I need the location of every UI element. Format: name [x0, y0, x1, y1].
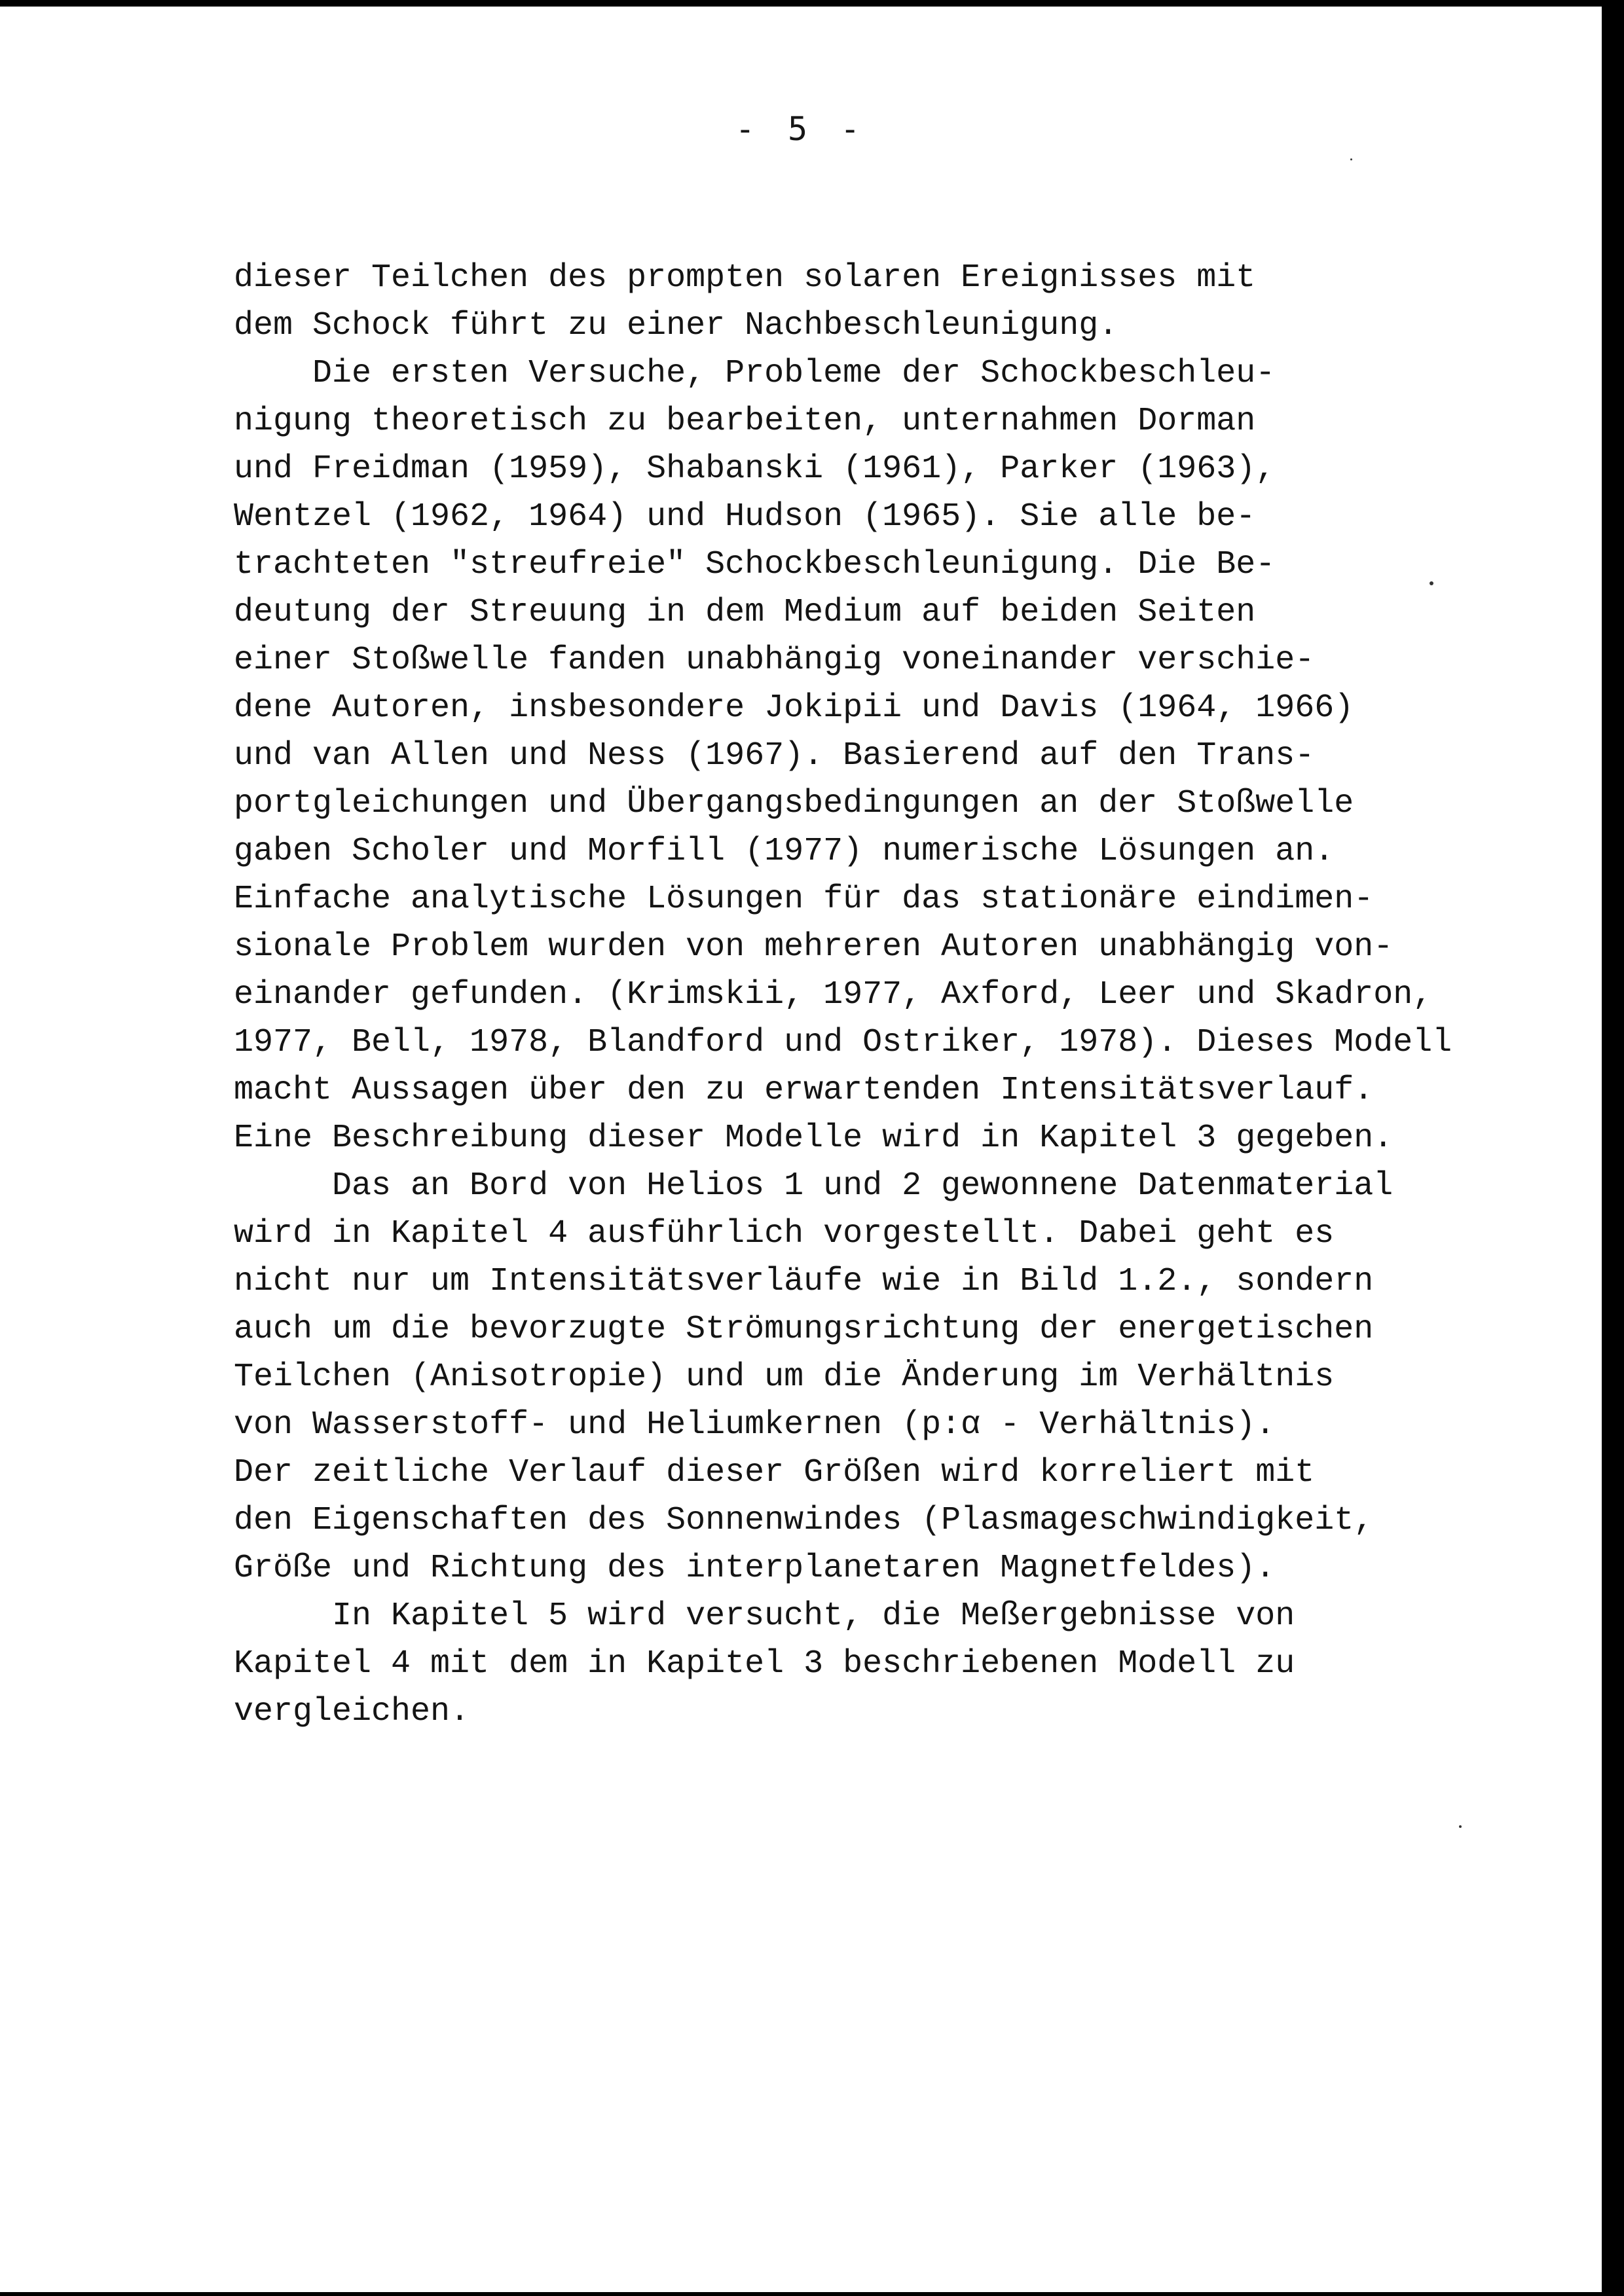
text-line: 1977, Bell, 1978, Blandford und Ostriker, 1978). Dieses Modell [234, 1024, 1452, 1061]
text-line: macht Aussagen über den zu erwartenden Intensitätsverlauf. [234, 1072, 1374, 1109]
text-line: Eine Beschreibung dieser Modelle wird in Kapitel 3 gegeben. [234, 1120, 1393, 1157]
text-line: wird in Kapitel 4 ausführlich vorgestellt. Dabei geht es [234, 1215, 1335, 1252]
text-line: einer Stoßwelle fanden unabhängig voneinander verschie- [234, 642, 1315, 679]
text-line: Einfache analytische Lösungen für das stationäre eindimen- [234, 881, 1374, 918]
text-line: Der zeitliche Verlauf dieser Größen wird korreliert mit [234, 1454, 1315, 1491]
text-line: nigung theoretisch zu bearbeiten, unternahmen Dorman [234, 403, 1256, 440]
text-line: sionale Problem wurden von mehreren Autoren unabhängig von- [234, 928, 1393, 966]
text-line: einander gefunden. (Krimskii, 1977, Axford, Leer und Skadron, [234, 976, 1433, 1013]
text-line: nicht nur um Intensitätsverläufe wie in Bild 1.2., sondern [234, 1263, 1374, 1300]
text-line: portgleichungen und Übergangsbedingungen an der Stoßwelle [234, 785, 1354, 822]
text-line: In Kapitel 5 wird versucht, die Meßergebnisse von [234, 1597, 1295, 1635]
text-line: Größe und Richtung des interplanetaren Magnetfeldes). [234, 1550, 1276, 1587]
text-line: gaben Scholer und Morfill (1977) numerische Lösungen an. [234, 833, 1335, 870]
text-line: Kapitel 4 mit dem in Kapitel 3 beschriebenen Modell zu [234, 1645, 1295, 1683]
text-line: trachteten "streufreie" Schockbeschleunigung. Die Be- [234, 546, 1276, 583]
text-line: dem Schock führt zu einer Nachbeschleunigung. [234, 307, 1118, 344]
text-line: vergleichen. [234, 1693, 470, 1730]
text-line: und Freidman (1959), Shabanski (1961), Parker (1963), [234, 450, 1276, 488]
scan-speck [1350, 158, 1352, 160]
paragraph-4 [234, 1592, 1478, 1736]
paragraph-2 [234, 350, 1478, 1162]
text-line: und van Allen und Ness (1967). Basierend auf den Trans- [234, 737, 1315, 774]
scan-speck [1430, 581, 1433, 585]
text-line: auch um die bevorzugte Strömungsrichtung der energetischen [234, 1311, 1374, 1348]
text-line: von Wasserstoff- und Heliumkernen (p:α - Verhältnis). [234, 1406, 1276, 1444]
paragraph-3 [234, 1162, 1478, 1592]
text-line: Wentzel (1962, 1964) und Hudson (1965). Sie alle be- [234, 498, 1256, 536]
text-line: Die ersten Versuche, Probleme der Schockbeschleu- [234, 355, 1276, 392]
text-line: Das an Bord von Helios 1 und 2 gewonnene Datenmaterial [234, 1167, 1393, 1205]
text-line: dieser Teilchen des prompten solaren Ereignisses mit [234, 259, 1256, 297]
body-text [234, 254, 1478, 1736]
page-number: - 5 - [735, 110, 867, 148]
text-line: dene Autoren, insbesondere Jokipii und Davis (1964, 1966) [234, 689, 1354, 727]
text-line: deutung der Streuung in dem Medium auf beiden Seiten [234, 594, 1256, 631]
text-line: Teilchen (Anisotropie) und um die Änderung im Verhältnis [234, 1358, 1335, 1396]
paragraph-1 [234, 254, 1478, 350]
text-line: den Eigenschaften des Sonnenwindes (Plasmageschwindigkeit, [234, 1502, 1374, 1539]
scan-speck [1459, 1825, 1462, 1828]
